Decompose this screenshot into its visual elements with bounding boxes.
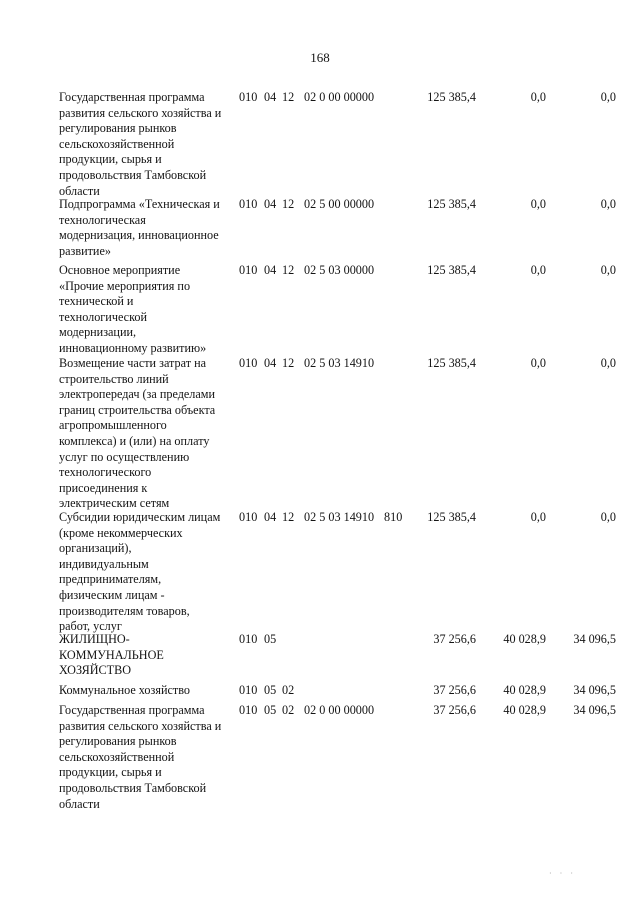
- amount-year-3: 0,0: [600, 510, 616, 524]
- subsection-code: 12: [282, 356, 295, 370]
- amount-year-2: 40 028,9: [503, 683, 546, 697]
- section-code: 04: [264, 510, 277, 524]
- amount-year-2: 0,0: [530, 197, 546, 211]
- admin-code: 010: [239, 90, 258, 104]
- admin-code: 010: [239, 703, 258, 717]
- item-name: Коммунальное хозяйство: [59, 683, 190, 697]
- amount-year-3: 0,0: [600, 197, 616, 211]
- amount-year-3: 34 096,5: [573, 683, 616, 697]
- amount-year-1: 37 256,6: [433, 703, 476, 717]
- section-code: 05: [264, 703, 277, 717]
- amount-year-3: 0,0: [600, 90, 616, 104]
- section-code: 04: [264, 197, 277, 211]
- amount-year-3: 0,0: [600, 356, 616, 370]
- target-article-code: 02 5 00 00000: [304, 197, 375, 211]
- admin-code: 010: [239, 197, 258, 211]
- item-name: Субсидии юридическим лицам (кроме некоммерческих организаций), индивидуальным предпринимателям, физическим лицам - производителям товаров, работ, услуг: [59, 510, 221, 634]
- item-name: ЖИЛИЩНО- КОММУНАЛЬНОЕ ХОЗЯЙСТВО: [59, 632, 164, 678]
- target-article-code: 02 0 00 00000: [304, 90, 375, 104]
- subsection-code: 12: [282, 90, 295, 104]
- amount-year-3: 34 096,5: [573, 632, 616, 646]
- admin-code: 010: [239, 356, 258, 370]
- page-number: 168: [310, 50, 330, 65]
- section-code: 04: [264, 263, 277, 277]
- amount-year-1: 125 385,4: [427, 356, 476, 370]
- amount-year-1: 125 385,4: [427, 263, 476, 277]
- subsection-code: 12: [282, 510, 295, 524]
- section-code: 04: [264, 356, 277, 370]
- amount-year-2: 40 028,9: [503, 632, 546, 646]
- amount-year-2: 0,0: [530, 510, 546, 524]
- item-name: Государственная программа развития сельского хозяйства и регулирования рынков сельскохозяйственной продукции, сырья и продовольствия Тамбовской области: [59, 703, 222, 811]
- amount-year-1: 37 256,6: [433, 632, 476, 646]
- admin-code: 010: [239, 632, 258, 646]
- amount-year-2: 0,0: [530, 90, 546, 104]
- amount-year-2: 0,0: [530, 263, 546, 277]
- amount-year-1: 37 256,6: [433, 683, 476, 697]
- section-code: 05: [264, 683, 277, 697]
- item-name: Государственная программа развития сельского хозяйства и регулирования рынков сельскохозяйственной продукции, сырья и продовольствия Тамбовской области: [59, 90, 222, 198]
- item-name: Основное мероприятие «Прочие мероприятия по технической и технологической модернизации, инновационному развитию»: [59, 263, 207, 355]
- scan-mark: · · ·: [549, 869, 576, 878]
- admin-code: 010: [239, 683, 258, 697]
- subsection-code: 02: [282, 683, 295, 697]
- admin-code: 010: [239, 263, 258, 277]
- expense-type-code: 810: [384, 510, 403, 524]
- section-code: 04: [264, 90, 277, 104]
- admin-code: 010: [239, 510, 258, 524]
- subsection-code: 02: [282, 703, 295, 717]
- target-article-code: 02 5 03 14910: [304, 510, 375, 524]
- amount-year-1: 125 385,4: [427, 197, 476, 211]
- amount-year-2: 40 028,9: [503, 703, 546, 717]
- item-name: Возмещение части затрат на строительство линий электропередач (за пределами границ строительства объекта агропромышленного комплекса) и (или) на оплату услуг по осуществлению технологического присоединения к электрическим сетям: [59, 356, 216, 511]
- target-article-code: 02 5 03 00000: [304, 263, 375, 277]
- amount-year-1: 125 385,4: [427, 90, 476, 104]
- subsection-code: 12: [282, 197, 295, 211]
- subsection-code: 12: [282, 263, 295, 277]
- amount-year-2: 0,0: [530, 356, 546, 370]
- target-article-code: 02 5 03 14910: [304, 356, 375, 370]
- target-article-code: 02 0 00 00000: [304, 703, 375, 717]
- amount-year-3: 34 096,5: [573, 703, 616, 717]
- amount-year-3: 0,0: [600, 263, 616, 277]
- section-code: 05: [264, 632, 277, 646]
- item-name: Подпрограмма «Техническая и технологическая модернизация, инновационное развитие»: [59, 197, 220, 258]
- amount-year-1: 125 385,4: [427, 510, 476, 524]
